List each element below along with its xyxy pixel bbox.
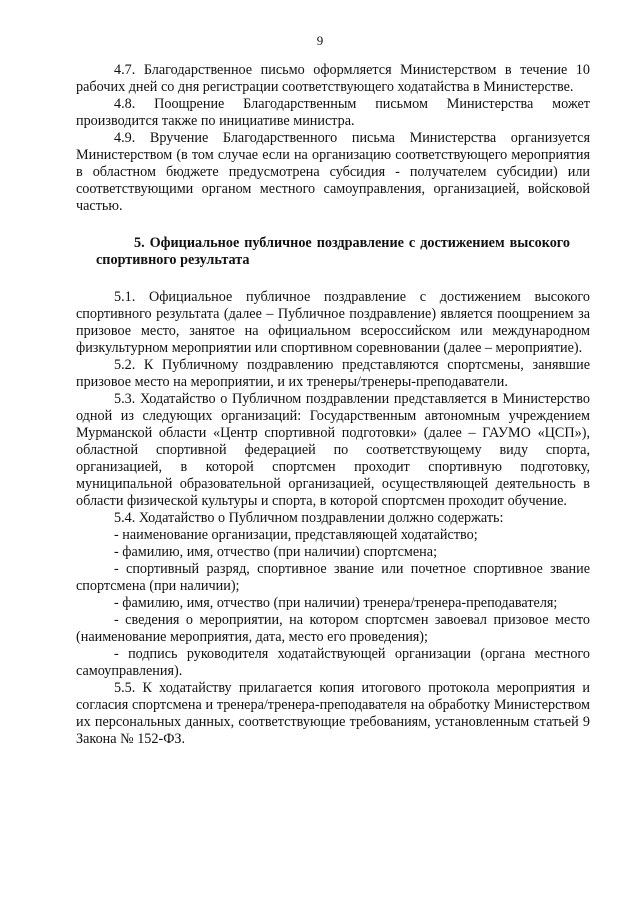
list-item: - спортивный разряд, спортивное звание или почетное спортивное звание спортсмена (при наличии); bbox=[76, 561, 590, 594]
paragraph-5-4: 5.4. Ходатайство о Публичном поздравлении должно содержать: bbox=[114, 510, 504, 526]
paragraph-5-2: 5.2. К Публичному поздравлению представляются спортсмены, занявшие призовое место на мероприятии, и их тренеры/тренеры-преподаватели. bbox=[76, 357, 590, 390]
list-item: - подпись руководителя ходатайствующей организации (органа местного самоуправления). bbox=[76, 646, 590, 679]
paragraph-4-9: 4.9. Вручение Благодарственного письма Министерства организуется Министерством (в том случае если на организацию соответствующего мероприятия в областном бюджете предусмотрена субсидия - получателем субсидии) или соответствующими органом местного самоуправления, организацией, войсковой частью. bbox=[76, 130, 590, 214]
paragraph-5-1: 5.1. Официальное публичное поздравление с достижением высокого спортивного результата (далее – Публичное поздравление) является поощрением за призовое место, занятое на официальном всероссийском или международном физкультурном мероприятии или спортивном соревновании (далее – мероприятие). bbox=[76, 289, 590, 356]
list-item: - наименование организации, представляющей ходатайство; bbox=[114, 527, 478, 543]
paragraph-4-8: 4.8. Поощрение Благодарственным письмом Министерства может производится также по инициативе министра. bbox=[76, 96, 590, 129]
list-item: - фамилию, имя, отчество (при наличии) спортсмена; bbox=[114, 544, 438, 560]
paragraph-4-7: 4.7. Благодарственное письмо оформляется Министерством в течение 10 рабочих дней со дня регистрации соответствующего ходатайства в Министерстве. bbox=[76, 62, 590, 95]
section-5-heading: 5. Официальное публичное поздравление с достижением высокого спортивного результата bbox=[96, 235, 570, 268]
list-item: - фамилию, имя, отчество (при наличии) тренера/тренера-преподавателя; bbox=[114, 595, 558, 611]
document-body bbox=[76, 62, 590, 748]
list-item: - сведения о мероприятии, на котором спортсмен завоевал призовое место (наименование мероприятия, дата, место его проведения); bbox=[76, 612, 590, 645]
paragraph-5-5: 5.5. К ходатайству прилагается копия итогового протокола мероприятия и согласия спортсмена и тренера/тренера-преподавателя на обработку Министерством их персональных данных, соответствующие требованиям, установленным статьей 9 Закона № 152-ФЗ. bbox=[76, 680, 590, 747]
paragraph-5-3: 5.3. Ходатайство о Публичном поздравлении представляется в Министерство одной из следующих организаций: Государственным автономным учреждением Мурманской области «Центр спортивной подготовки» (далее – ГАУМО «ЦСП»), областной спортивной федерацией по соответствующему виду спорта, организацией, в которой спортсмен проходит спортивную подготовку, муниципальной образовательной организацией, осуществляющей деятельность в области физической культуры и спорта, в которой спортсмен проходит обучение. bbox=[76, 391, 590, 509]
page-number: 9 bbox=[316, 33, 324, 48]
